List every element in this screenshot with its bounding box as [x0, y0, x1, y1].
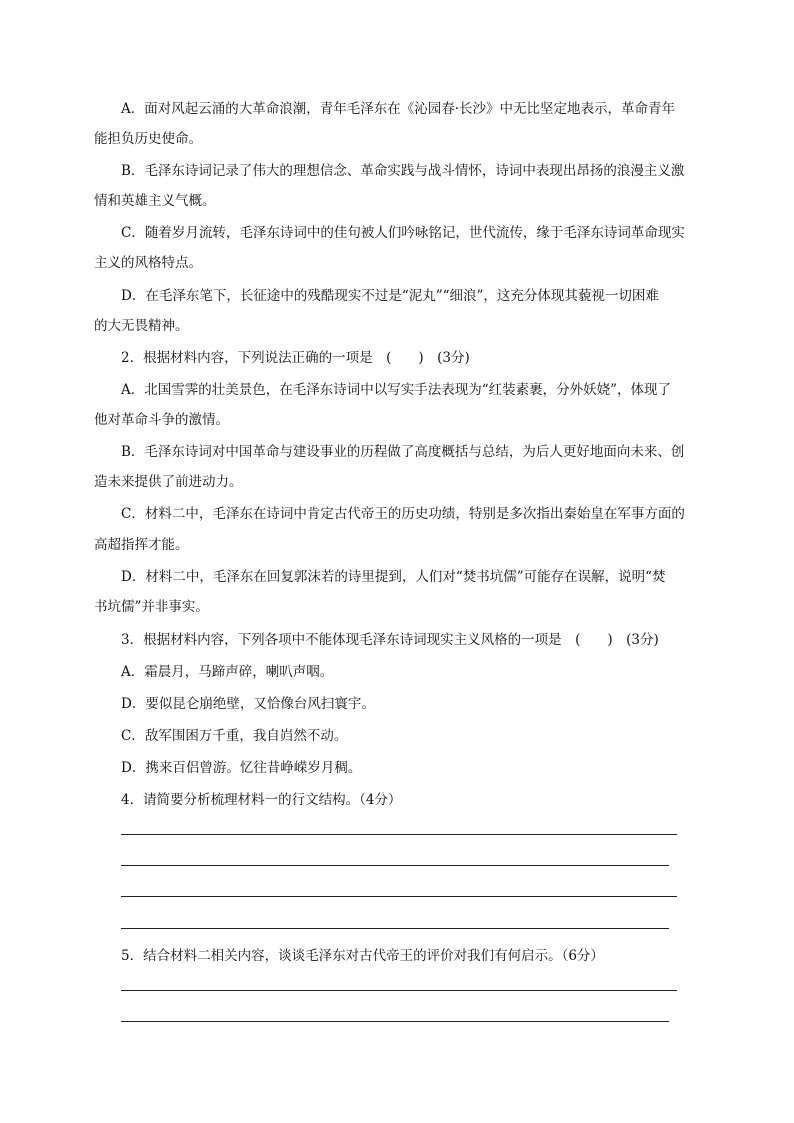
q5-answer-line[interactable] — [121, 1021, 669, 1022]
q1-option-a-line2: 能担负历史使命。 — [94, 131, 202, 147]
q4-answer-line[interactable] — [121, 834, 677, 835]
q1-option-d-line2: 的大无畏精神。 — [94, 318, 189, 334]
q5-stem: 5．结合材料二相关内容，谈谈毛泽东对古代帝王的评价对我们有何启示。（6分） — [121, 948, 604, 964]
q1-option-d-line1: D．在毛泽东笔下，长征途中的残酷现实不过是“泥丸”“细浪”，这充分体现其藐视一切困难 — [121, 288, 659, 304]
q2-option-a-line2: 他对革命斗争的激情。 — [94, 412, 229, 428]
q2-option-c-line2: 高超指挥才能。 — [94, 537, 189, 553]
q2-option-d-line1: D．材料二中，毛泽东在回复郭沫若的诗里提到，人们对“焚书坑儒”可能存在误解，说明“焚 — [121, 569, 666, 585]
q2-option-a-line1: A．北国雪霁的壮美景色，在毛泽东诗词中以写实手法表现为“红装素裹，分外妖娆”，体现了 — [121, 382, 672, 398]
q1-option-b-line1: B．毛泽东诗词记录了伟大的理想信念、革命实践与战斗情怀，诗词中表现出昂扬的浪漫主义激 — [121, 163, 685, 179]
q4-stem: 4．请简要分析梳理材料一的行文结构。（4分） — [121, 792, 402, 808]
q1-option-c-line1: C．随着岁月流转，毛泽东诗词中的佳句被人们吟咏铭记，世代流传，缘于毛泽东诗词革命现实 — [121, 225, 685, 241]
q1-option-b-line2: 情和英雄主义气概。 — [94, 193, 216, 209]
q3-option-b: D．要似昆仑崩绝壁，又恰像台风扫寰宇。 — [121, 696, 375, 712]
q3-option-c: C．敌军围困万千重，我自岿然不动。 — [121, 728, 348, 744]
q1-option-a-line1: A．面对风起云涌的大革命浪潮，青年毛泽东在《沁园春·长沙》中无比坚定地表示，革命青年 — [121, 101, 676, 117]
q4-answer-line[interactable] — [121, 865, 669, 866]
q2-stem: 2．根据材料内容，下列说法正确的一项是 ( ) (3分) — [121, 350, 470, 366]
q4-answer-line[interactable] — [121, 896, 677, 897]
q2-option-d-line2: 书坑儒”并非事实。 — [94, 599, 209, 615]
q1-option-c-line2: 主义的风格特点。 — [94, 255, 202, 271]
q3-stem: 3．根据材料内容，下列各项中不能体现毛泽东诗词现实主义风格的一项是 ( ) (3分) — [121, 632, 659, 648]
q2-option-b-line1: B．毛泽东诗词对中国革命与建设事业的历程做了高度概括与总结，为后人更好地面向未来、创 — [121, 444, 685, 460]
q5-answer-line[interactable] — [121, 990, 677, 991]
q2-option-b-line2: 造未来提供了前进动力。 — [94, 474, 243, 490]
q3-option-d: D．携来百侣曾游。忆往昔峥嵘岁月稠。 — [121, 760, 362, 776]
q2-option-c-line1: C．材料二中，毛泽东在诗词中肯定古代帝王的历史功绩，特别是多次指出秦始皇在军事方面的 — [121, 506, 685, 522]
q4-answer-line[interactable] — [121, 928, 669, 929]
q3-option-a: A．霜晨月，马蹄声碎，喇叭声咽。 — [121, 664, 334, 680]
